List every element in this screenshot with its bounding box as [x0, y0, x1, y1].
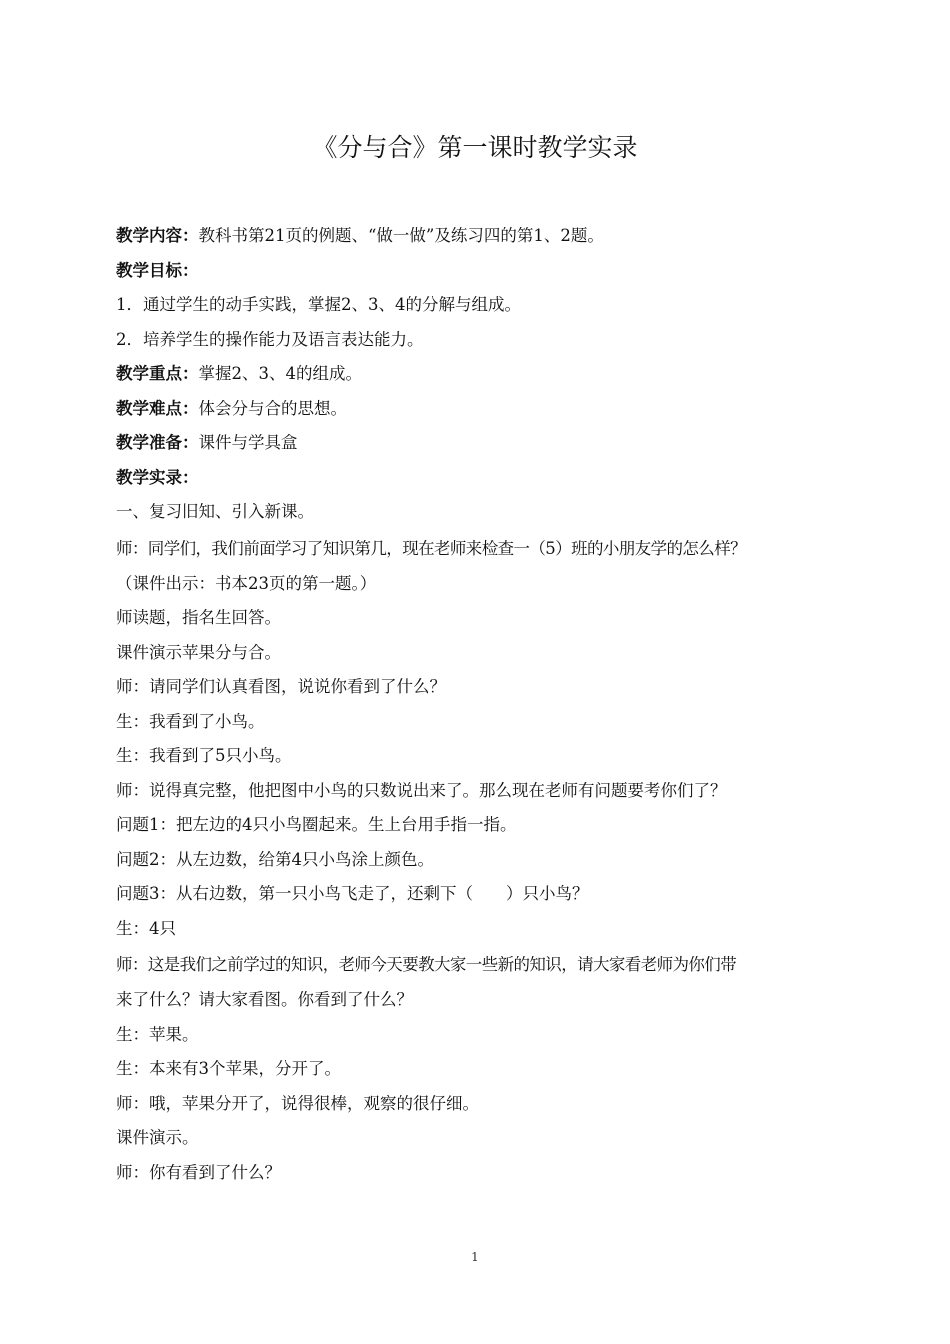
body-line: 问题3：从右边数，第一只小鸟飞走了，还剩下（ ）只小鸟？ [116, 884, 589, 903]
field-label: 教学目标： [116, 260, 199, 280]
field-difficulties [116, 392, 846, 427]
goal-item: 2．培养学生的操作能力及语言表达能力。 [116, 329, 424, 349]
document-body [116, 219, 846, 1190]
document-title: 《分与合》第一课时教学实录 [312, 133, 638, 162]
field-label: 教学难点： [116, 398, 199, 418]
field-label: 教学重点： [116, 364, 199, 383]
goal-item: 1．通过学生的动手实践，掌握2、3、4的分解与组成。 [116, 295, 521, 314]
field-value: 掌握2、3、4的组成。 [198, 364, 362, 383]
field-teaching-content [116, 219, 846, 254]
body-line: 生：本来有3个苹果，分开了。 [116, 1059, 341, 1078]
field-value: 体会分与合的思想。 [198, 398, 347, 418]
body-line: 师：哦，苹果分开了，说得很棒，观察的很仔细。 [116, 1093, 479, 1113]
body-line: 一、复习旧知、引入新课。 [116, 502, 314, 521]
body-line: 师：你有看到了什么？ [116, 1162, 281, 1182]
body-line: 课件演示。 [116, 1128, 199, 1147]
body-line: 师：请同学们认真看图，说说你看到了什么？ [116, 677, 446, 696]
field-label: 教学准备： [116, 433, 199, 452]
field-record [116, 461, 846, 496]
field-preparation [116, 426, 846, 461]
body-line: 师：同学们，我们前面学习了知识第几，现在老师来检查一（5）班的小朋友学的怎么样？ [116, 538, 746, 558]
field-key-points [116, 357, 846, 392]
body-line: 生：我看到了小鸟。 [116, 711, 265, 731]
field-value: 教科书第21页的例题、“做一做”及练习四的第1、2题。 [198, 226, 604, 245]
body-line: 师读题，指名生回答。 [116, 608, 281, 627]
body-line: 生：我看到了5只小鸟。 [116, 746, 292, 765]
field-label: 教学内容： [116, 226, 199, 245]
body-line: 课件演示苹果分与合。 [116, 642, 281, 662]
body-line: 师：说得真完整，他把图中小鸟的只数说出来了。那么现在老师有问题要考你们了？ [116, 780, 727, 800]
field-teaching-goals [116, 254, 846, 289]
page-number: 1 [471, 1250, 479, 1264]
body-line: 来了什么？请大家看图。你看到了什么？ [116, 990, 413, 1009]
body-line: 问题1：把左边的4只小鸟圈起来。生上台用手指一指。 [116, 815, 517, 834]
body-line: （课件出示：书本23页的第一题。） [116, 573, 377, 593]
body-line: 生：苹果。 [116, 1024, 199, 1044]
body-line: 生：4只 [116, 918, 176, 938]
body-line: 问题2：从左边数，给第4只小鸟涂上颜色。 [116, 849, 434, 869]
body-line: 师：这是我们之前学过的知识，老师今天要教大家一些新的知识，请大家看老师为你们带 [116, 955, 737, 974]
field-label: 教学实录： [116, 467, 199, 487]
field-value: 课件与学具盒 [198, 433, 298, 452]
